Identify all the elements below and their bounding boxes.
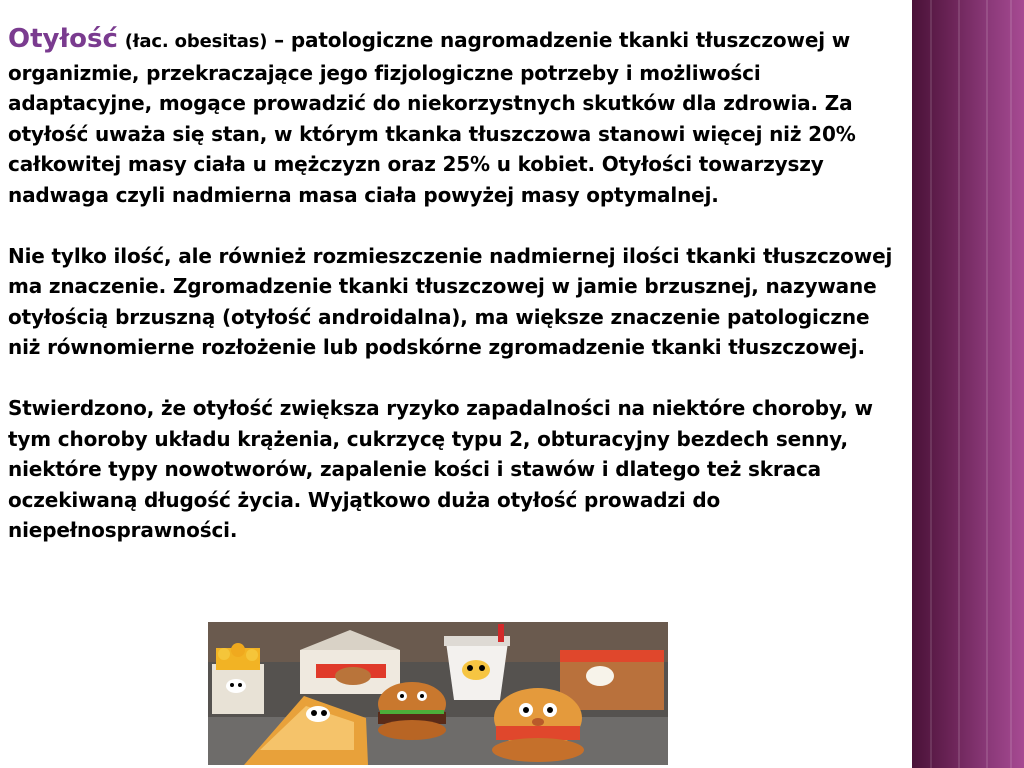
band-stripe: [1010, 0, 1012, 768]
paragraph-risks: Stwierdzono, że otyłość zwiększa ryzyko zapadalności na niektóre choroby, w tym choroby układu krążenia, cukrzycę typu 2, obturacyjny bezdech senny, niektóre typy nowotworów, zapalenie kości i stawów i dlatego też skraca oczekiwaną długość życia. Wyjątkowo duża otyłość prowadzi do niepełnosprawności.: [8, 396, 873, 542]
headword: Otyłość: [8, 24, 118, 54]
paragraph-distribution: Nie tylko ilość, ale również rozmieszczenie nadmiernej ilości tkanki tłuszczowej ma znaczenie. Zgromadzenie tkanki tłuszczowej w jamie brzusznej, nazywane otyłością brzuszną (otyłość androidalna), ma większe znaczenie patologiczne niż równomierne rozłożenie lub podskórne zgromadzenie tkanki tłuszczowej.: [8, 243, 893, 359]
definition-text: – patologiczne nagromadzenie tkanki tłuszczowej w organizmie, przekraczające jego fizjologiczne potrzeby i możliwości adaptacyjne, mogące prowadzić do niekorzystnych skutków dla zdrowia. Za otyłość uważa się stan, w którym tkanka tłuszczowa stanowi więcej niż 20% całkowitej masy ciała u mężczyzn oraz 25% u kobiet. Otyłości towarzyszy nadwaga czyli nadmierna masa ciała powyżej masy optymalnej.: [8, 28, 856, 207]
fast-food-toys-photo: [208, 622, 668, 765]
latin-term: (łac. obesitas): [124, 31, 268, 52]
paragraph-definition: [8, 24, 903, 210]
band-stripe: [930, 0, 932, 768]
decorative-side-band: [912, 0, 1024, 768]
slide-body-text: [8, 24, 903, 576]
band-stripe: [986, 0, 988, 768]
band-stripe: [958, 0, 960, 768]
